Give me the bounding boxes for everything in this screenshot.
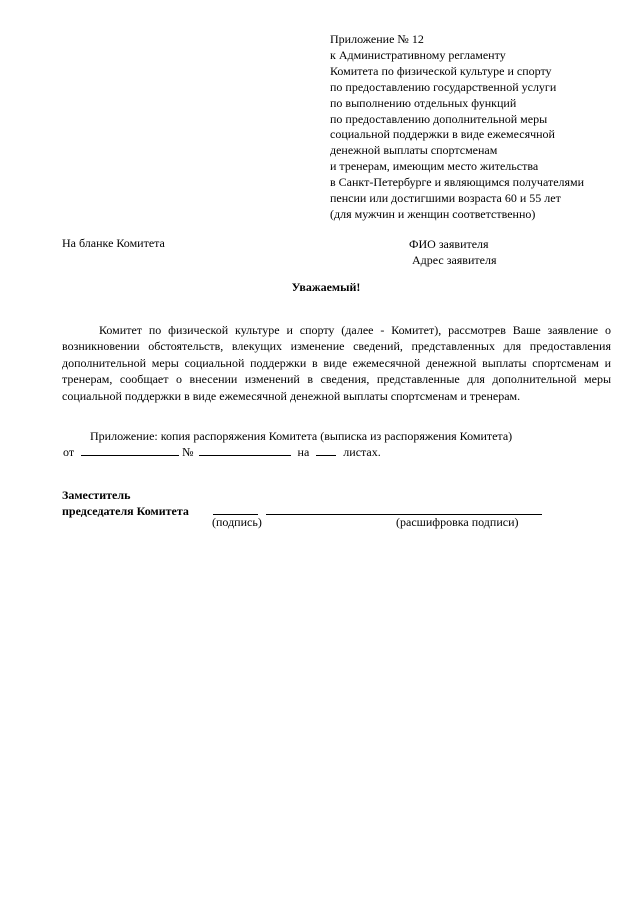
number-blank — [199, 444, 291, 456]
letter-body: Комитет по физической культуре и спорту (далее - Комитет), рассмотрев Ваше заявление о возникновении обстоятельств, влекущих изменение сведений, представленных для предоставления дополнительной меры социальной поддержки в виде ежемесячной денежной выплаты спортсменам и тренерам, сообщает о внесении изменений в сведения, представленные для дополнительной меры социальной поддержки в виде ежемесячной денежной выплаты спортсменам и тренерам. — [62, 323, 611, 403]
letterhead-note: На бланке Комитета — [62, 236, 165, 250]
appendix-line: к Административному регламенту — [330, 47, 506, 62]
appendix-line: социальной поддержки в виде ежемесячной — [330, 127, 555, 142]
signatory-title — [62, 487, 189, 519]
sheets-blank — [316, 444, 336, 456]
from-label: от — [63, 445, 75, 459]
appendix-line: по предоставлению дополнительной меры — [330, 111, 548, 126]
appendix-line: денежной выплаты спортсменам — [330, 143, 498, 158]
appendix-header — [330, 32, 635, 223]
appendix-line: и тренерам, имеющим место жительства — [330, 159, 539, 174]
signature-decode-caption: (расшифровка подписи) — [396, 515, 519, 529]
signature-caption: (подпись) — [212, 515, 262, 529]
applicant-name: ФИО заявителя — [409, 237, 489, 251]
appendix-line: по предоставлению государственной услуги — [330, 79, 557, 94]
applicant-block — [409, 236, 496, 268]
on-label: на — [297, 445, 310, 459]
attachment-line: Приложение: копия распоряжения Комитета (выписка из распоряжения Комитета) — [90, 429, 513, 443]
salutation: Уважаемый! — [291, 280, 361, 294]
number-label: № — [182, 445, 194, 459]
appendix-line: пенсии или достигшими возраста 60 и 55 лет — [330, 191, 561, 206]
appendix-line: в Санкт-Петербурге и являющимся получателями — [330, 175, 585, 190]
attachment-details — [63, 444, 381, 460]
signatory-title-line: председателя Комитета — [62, 504, 189, 518]
date-blank — [81, 444, 179, 456]
applicant-address: Адрес заявителя — [412, 253, 497, 267]
appendix-line: (для мужчин и женщин соответственно) — [330, 206, 536, 221]
signatory-title-line: Заместитель — [62, 488, 131, 502]
appendix-line: Комитета по физической культуре и спорту — [330, 63, 552, 78]
appendix-line: Приложение № 12 — [330, 32, 424, 46]
sheets-label: листах. — [343, 445, 381, 459]
appendix-line: по выполнению отдельных функций — [330, 95, 517, 110]
